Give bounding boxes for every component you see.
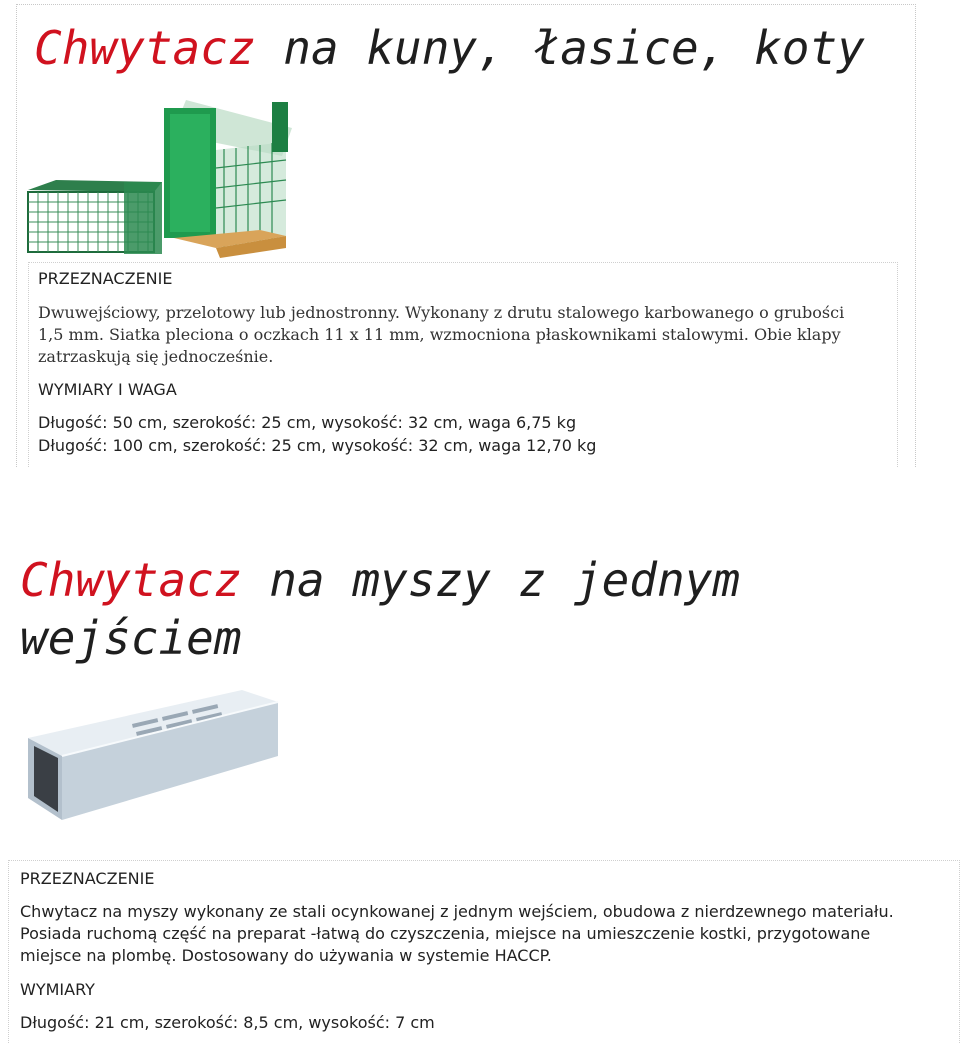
product-title-1 [34, 20, 865, 76]
product-title-2 [20, 552, 740, 608]
dimensions-heading-1: WYMIARY I WAGA [38, 380, 177, 399]
cage-traps-photo [24, 98, 294, 260]
title-highlight: Chwytacz [20, 553, 242, 607]
metal-box-trap [28, 690, 278, 820]
purpose-heading-2: PRZEZNACZENIE [20, 869, 155, 888]
title-rest: na kuny, łasice, koty [255, 21, 865, 75]
title-rest: na myszy z jednym [241, 553, 741, 607]
small-cage-trap [28, 180, 162, 254]
dimensions-heading-2: WYMIARY [20, 980, 95, 999]
large-cage-trap [164, 100, 292, 258]
description-2: Chwytacz na myszy wykonany ze stali ocynkowanej z jednym wejściem, obudowa z nierdzewnego materiału. Posiada ruchomą część na preparat -łatwą do czyszczenia, miejsce na umieszczenie kostki, przygotowane miejsce na plombę. Dostosowany do używania w systemie HACCP. [20, 902, 894, 965]
product-title-2-line-2: wejściem [20, 611, 242, 665]
dimensions-line: Długość: 21 cm, szerokość: 8,5 cm, wysokość: 7 cm [20, 1013, 435, 1032]
title-highlight: Chwytacz [34, 21, 256, 75]
dimensions-line: Długość: 100 cm, szerokość: 25 cm, wysokość: 32 cm, waga 12,70 kg [38, 436, 597, 455]
dimensions-line: Długość: 50 cm, szerokość: 25 cm, wysokość: 32 cm, waga 6,75 kg [38, 413, 577, 432]
mouse-trap-photo [22, 686, 294, 846]
purpose-heading-1: PRZEZNACZENIE [38, 269, 173, 288]
description-1: Dwuwejściowy, przelotowy lub jednostronny. Wykonany z drutu stalowego karbowanego o grubości 1,5 mm. Siatka pleciona o oczkach 11 x 11 mm, wzmocniona płaskownikami stalowymi. Obie klapy zatrzaskują się jednocześnie. [38, 303, 845, 366]
